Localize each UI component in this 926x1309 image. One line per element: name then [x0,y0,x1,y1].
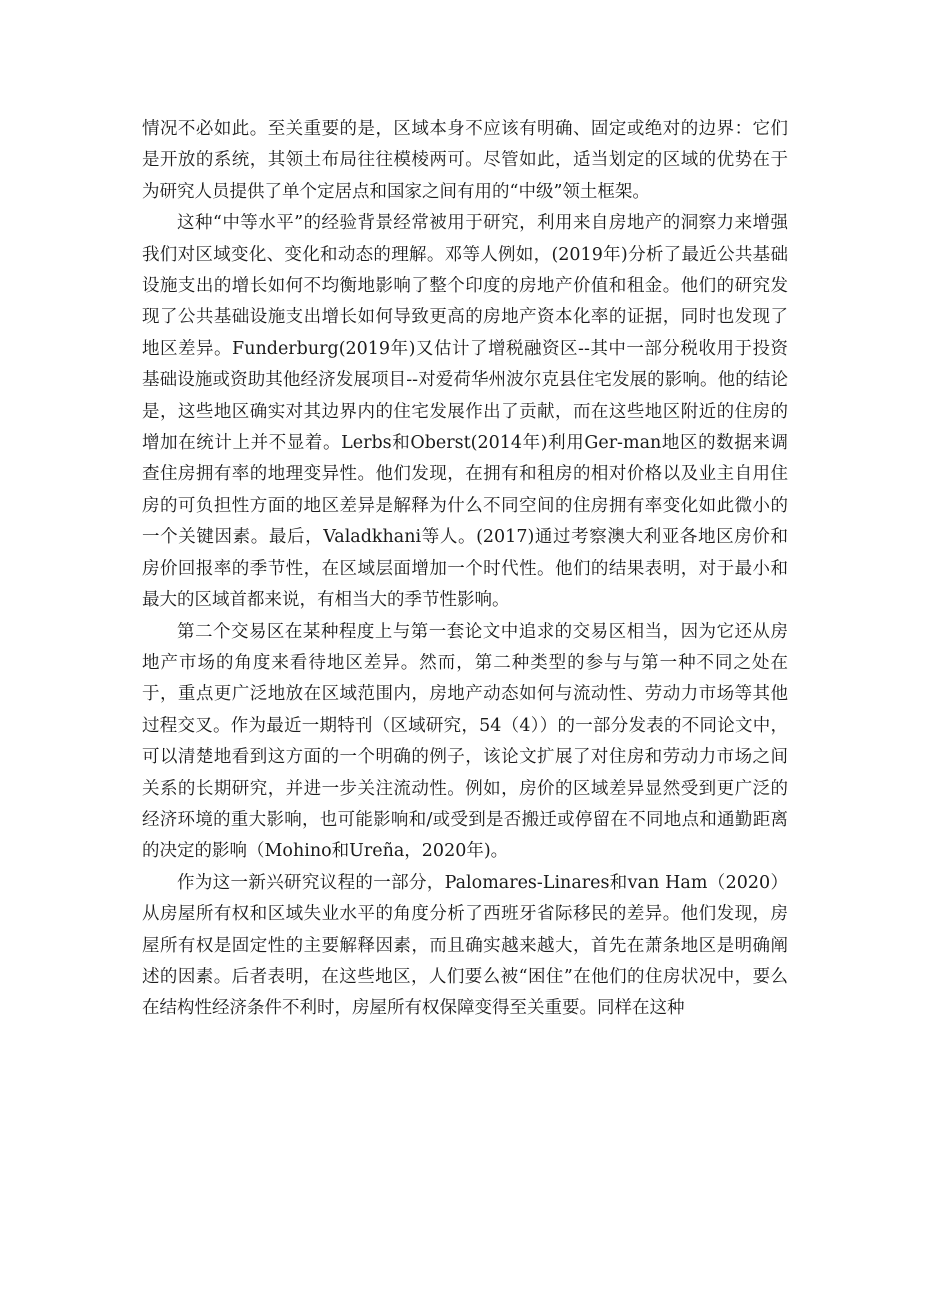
body-text [142,114,788,1025]
paragraph-continuation: 情况不必如此。至关重要的是，区域本身不应该有明确、固定或绝对的边界：它们是开放的系统，其领土布局往往模棱两可。尽管如此，适当划定的区域的优势在于为研究人员提供了单个定居点和国家之间有用的“中级”领土框架。 [142,119,788,202]
paragraph-second-trading-zone: 第二个交易区在某种程度上与第一套论文中追求的交易区相当，因为它还从房地产市场的角度来看待地区差异。然而，第二种类型的参与与第一种不同之处在于，重点更广泛地放在区域范围内，房地产动态如何与流动性、劳动力市场等其他过程交叉。作为最近一期特刊（区域研究，54（4））的一部分发表的不同论文中，可以清楚地看到这方面的一个明确的例子，该论文扩展了对住房和劳动力市场之间关系的长期研究，并进一步关注流动性。例如，房价的区域差异显然受到更广泛的经济环境的重大影响，也可能影响和/或受到是否搬迁或停留在不同地点和通勤距离的决定的影响（Mohino和Ureña，2020年)。 [142,621,788,862]
paragraph-spanish-migration: 作为这一新兴研究议程的一部分，Palomares-Linares和van Ham（2020）从房屋所有权和区域失业水平的角度分析了西班牙省际移民的差异。他们发现，房屋所有权是固定性的主要解释因素，而且确实越来越大，首先在萧条地区是明确阐述的因素。后者表明，在这些地区，人们要么被“困住”在他们的住房状况中，要么在结构性经济条件不利时，房屋所有权保障变得至关重要。同样在这种 [142,872,788,1019]
paragraph-regional-insights: 这种“中等水平”的经验背景经常被用于研究，利用来自房地产的洞察力来增强我们对区域变化、变化和动态的理解。邓等人例如，(2019年)分析了最近公共基础设施支出的增长如何不均衡地影响了整个印度的房地产价值和租金。他们的研究发现了公共基础设施支出增长如何导致更高的房地产资本化率的证据，同时也发现了地区差异。Funderburg(2019年)又估计了增税融资区--其中一部分税收用于投资基础设施或资助其他经济发展项目--对爱荷华州波尔克县住宅发展的影响。他的结论是，这些地区确实对其边界内的住宅发展作出了贡献，而在这些地区附近的住房的增加在统计上并不显着。Lerbs和Oberst(2014年)利用Ger-man地区的数据来调查住房拥有率的地理变异性。他们发现，在拥有和租房的相对价格以及业主自用住房的可负担性方面的地区差异是解释为什么不同空间的住房拥有率变化如此微小的一个关键因素。最后，Valadkhani等人。(2017)通过考察澳大利亚各地区房价和房价回报率的季节性，在区域层面增加一个时代性。他们的结果表明，对于最小和最大的区域首都来说，有相当大的季节性影响。 [142,213,788,611]
